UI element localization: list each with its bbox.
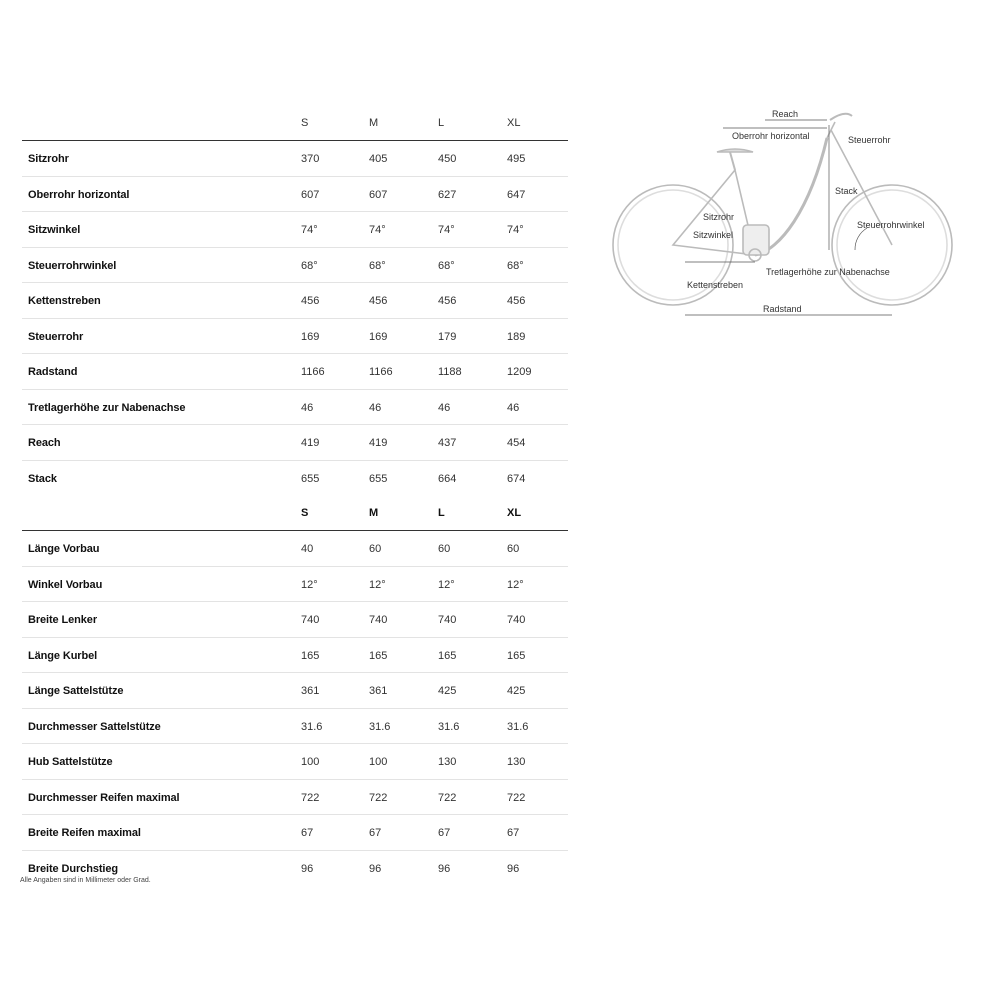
row-label: Länge Kurbel [28,649,98,662]
cell-value: 68° [507,259,524,272]
row-label: Sitzrohr [28,153,69,165]
cell-value: 740 [507,614,526,626]
cell-value: 165 [301,649,320,662]
cell-value: 454 [507,437,526,449]
cell-value: 722 [301,791,320,804]
cell-value: 607 [369,188,388,201]
size-header-m: M [369,507,379,519]
cell-value: 740 [301,614,320,626]
cell-value: 647 [507,188,526,201]
cell-value: 722 [507,791,526,804]
cell-value: 370 [301,153,320,165]
steuerrohrwinkel-arc [855,228,867,250]
table-row [22,353,568,389]
handlebar [830,114,852,120]
cell-value: 46 [369,401,382,414]
cell-value: 31.6 [438,720,460,733]
row-label: Tretlagerhöhe zur Nabenachse [28,401,186,414]
cell-value: 67 [507,827,520,839]
cell-value: 361 [301,685,320,697]
cell-value: 419 [301,437,320,449]
table-row [22,389,568,425]
size-header-l: L [438,117,445,129]
cell-value: 67 [369,827,382,839]
table-row [22,672,568,708]
cell-value: 96 [438,862,451,875]
diagram-label-tretlager: Tretlagerhöhe zur Nabenachse [766,267,890,277]
cell-value: 169 [301,330,320,343]
row-label: Länge Vorbau [28,543,100,555]
cell-value: 456 [507,295,526,307]
table-row [22,708,568,744]
table-row [22,566,568,602]
cell-value: 12° [301,578,318,591]
size-header-l: L [438,507,445,519]
cell-value: 96 [301,862,314,875]
row-label: Stack [28,472,57,485]
cell-value: 1188 [438,366,462,378]
cell-value: 425 [438,685,457,697]
seatpost [730,152,735,170]
diagram-label-kettenstreben: Kettenstreben [687,280,744,290]
cell-value: 456 [301,295,320,307]
cell-value: 1166 [369,366,393,378]
cell-value: 12° [438,578,455,591]
saddle [717,149,753,152]
diagram-label-steuerrohr: Steuerrohr [848,135,891,145]
table-row [22,814,568,850]
cell-value: 68° [438,259,455,272]
row-label: Hub Sattelstütze [28,756,113,768]
row-label: Durchmesser Sattelstütze [28,720,161,733]
cell-value: 1209 [507,366,532,378]
cell-value: 722 [438,791,457,804]
cell-value: 189 [507,330,526,343]
cell-value: 46 [438,401,451,414]
row-label: Länge Sattelstütze [28,685,124,697]
diagram-label-sitzwinkel: Sitzwinkel [693,230,734,240]
cell-value: 74° [438,224,455,236]
cell-value: 67 [438,827,451,839]
bike-geometry-diagram [605,100,975,330]
row-label: Reach [28,437,61,449]
cell-value: 740 [438,614,457,626]
size-header [22,105,568,140]
diagram-label-reach: Reach [772,109,799,119]
geometry-rows [22,140,568,495]
cell-value: 100 [369,756,388,768]
cell-value: 437 [438,437,457,449]
component-rows [22,530,568,885]
cell-value: 130 [507,756,526,768]
size-header-s: S [301,117,309,129]
cell-value: 130 [438,756,457,768]
size-header-s: S [301,507,309,519]
table-row [22,318,568,354]
table-row [22,743,568,779]
cell-value: 46 [301,401,314,414]
cell-value: 179 [438,330,457,343]
table-row [22,460,568,496]
table-row [22,282,568,318]
row-label: Kettenstreben [28,295,101,307]
row-label: Breite Reifen maximal [28,827,141,839]
cell-value: 627 [438,188,457,201]
cell-value: 607 [301,188,320,201]
cell-value: 169 [369,330,388,343]
cell-value: 74° [507,224,524,236]
cell-value: 495 [507,153,526,165]
table-row [22,530,568,566]
cell-value: 419 [369,437,388,449]
cell-value: 655 [369,472,388,485]
cell-value: 60 [369,543,382,555]
diagram-label-oberrohr: Oberrohr horizontal [732,131,810,141]
cell-value: 31.6 [369,720,391,733]
cell-value: 96 [369,862,382,875]
cell-value: 165 [507,649,526,662]
motor [743,225,769,255]
table-row [22,140,568,176]
cell-value: 740 [369,614,388,626]
diagram-label-sitzrohr: Sitzrohr [703,212,735,222]
cell-value: 405 [369,153,388,165]
row-label: Winkel Vorbau [28,578,103,591]
cell-value: 31.6 [507,720,529,733]
row-label: Sitzwinkel [28,224,81,236]
cell-value: 1166 [301,366,325,378]
cell-value: 165 [438,649,457,662]
row-label: Oberrohr horizontal [28,188,130,201]
cell-value: 165 [369,649,388,662]
diagram-label-radstand: Radstand [763,304,802,314]
cell-value: 664 [438,472,457,485]
cell-value: 31.6 [301,720,323,733]
row-label: Breite Lenker [28,614,98,626]
cell-value: 450 [438,153,457,165]
geometry-table [22,105,568,885]
cell-value: 74° [301,224,318,236]
cell-value: 12° [369,578,386,591]
cell-value: 40 [301,543,314,555]
cell-value: 655 [301,472,320,485]
cell-value: 100 [301,756,320,768]
table-row [22,637,568,673]
table-row [22,247,568,283]
cell-value: 67 [301,827,314,839]
size-header-xl: XL [507,507,522,519]
diagram-label-stack: Stack [835,186,858,196]
table-row [22,779,568,815]
cell-value: 68° [369,259,386,272]
cell-value: 46 [507,401,520,414]
diagram-label-steuerrohrwinkel: Steuerrohrwinkel [857,220,925,230]
row-label: Radstand [28,366,78,378]
table-row [22,176,568,212]
cell-value: 68° [301,259,318,272]
row-label: Steuerrohr [28,330,84,343]
cell-value: 674 [507,472,526,485]
cell-value: 74° [369,224,386,236]
cell-value: 60 [438,543,451,555]
row-label: Breite Durchstieg [28,862,118,875]
row-label: Steuerrohrwinkel [28,259,117,272]
cell-value: 425 [507,685,526,697]
cell-value: 722 [369,791,388,804]
cell-value: 456 [438,295,457,307]
component-size-header [22,495,568,530]
row-label: Durchmesser Reifen maximal [28,791,180,804]
table-row [22,424,568,460]
cell-value: 60 [507,543,520,555]
cell-value: 456 [369,295,388,307]
cell-value: 361 [369,685,388,697]
size-header-xl: XL [507,117,521,129]
size-header-m: M [369,117,379,129]
footnote: Alle Angaben sind in Millimeter oder Grad. [20,877,151,884]
table-row [22,601,568,637]
cell-value: 12° [507,578,524,591]
table-row [22,211,568,247]
cell-value: 96 [507,862,520,875]
